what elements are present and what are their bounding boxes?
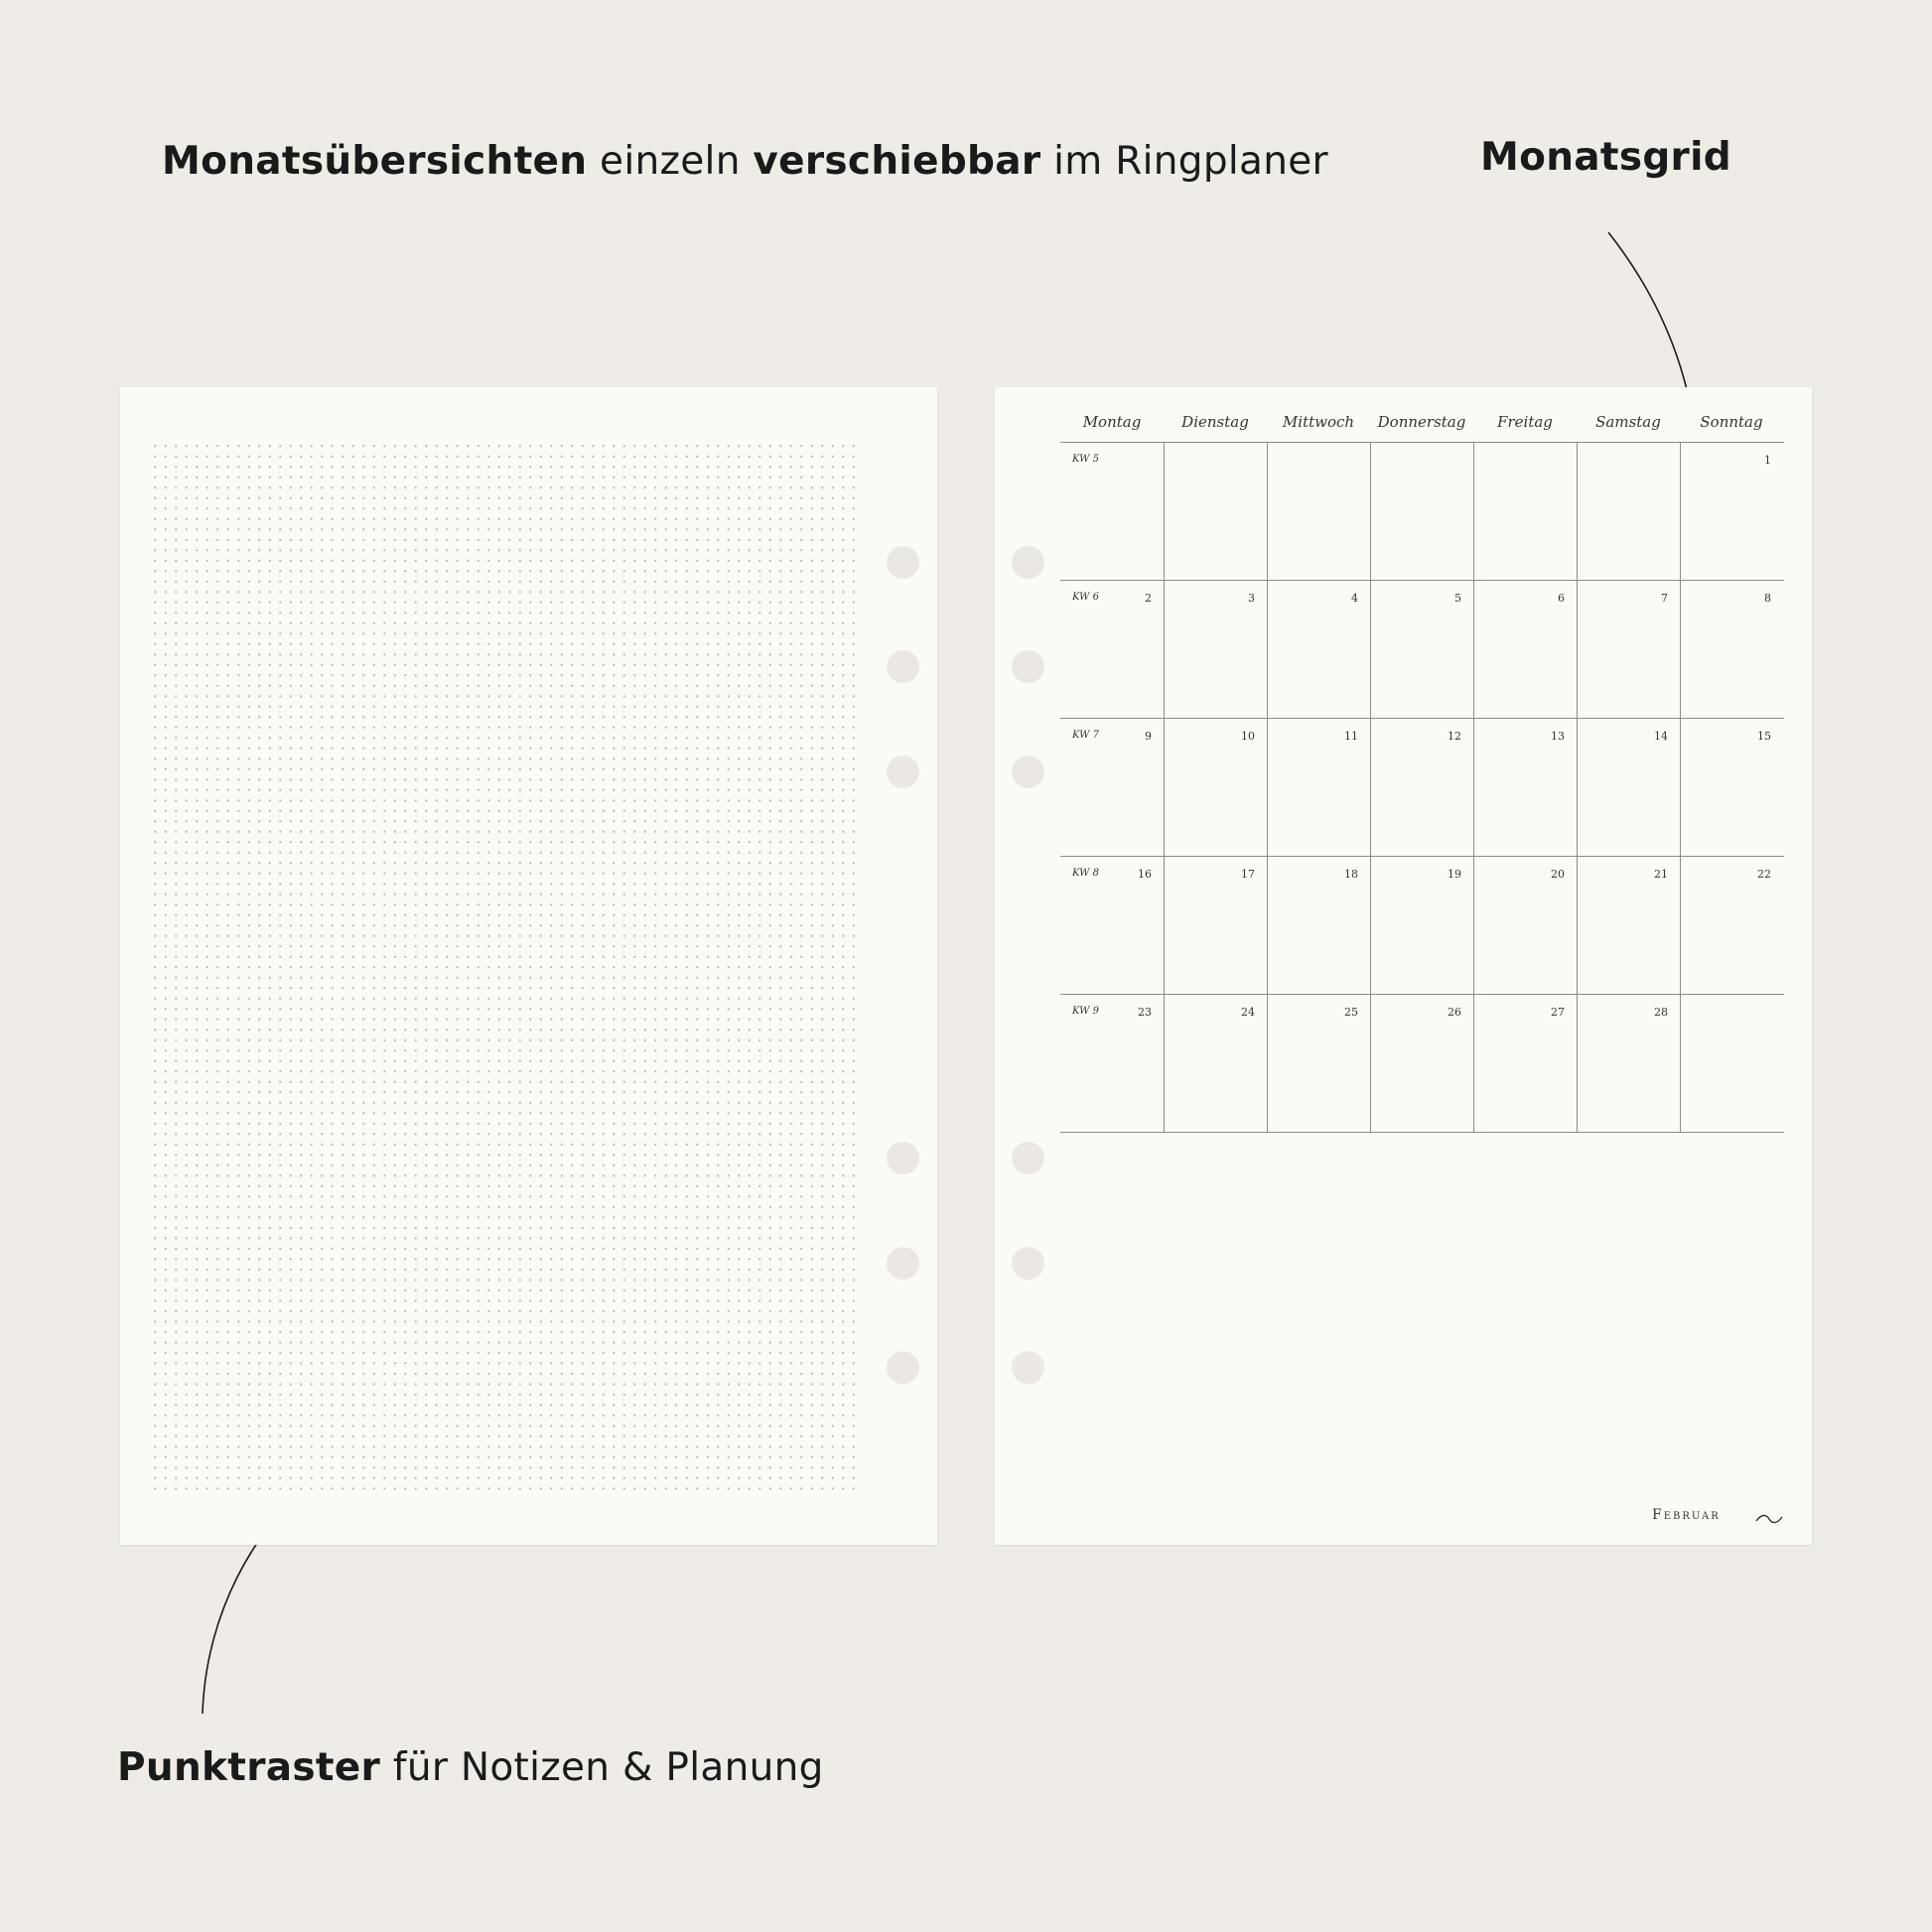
week-number: KW 7 bbox=[1072, 730, 1099, 741]
day-number: 18 bbox=[1344, 868, 1358, 881]
day-number: 20 bbox=[1551, 868, 1565, 881]
punch-hole-icon bbox=[887, 1351, 919, 1384]
day-number: 22 bbox=[1757, 868, 1771, 881]
grid-line bbox=[1370, 442, 1371, 1132]
punch-hole-icon bbox=[1012, 546, 1044, 579]
caption-monthly-grid: Monatsgrid bbox=[1480, 135, 1731, 180]
punch-hole-icon bbox=[887, 650, 919, 683]
day-number: 24 bbox=[1241, 1006, 1255, 1019]
grid-line bbox=[1060, 994, 1784, 995]
day-number: 23 bbox=[1138, 1006, 1152, 1019]
day-header: Freitag bbox=[1497, 413, 1553, 431]
grid-line bbox=[1060, 718, 1784, 719]
punch-hole-icon bbox=[1012, 1142, 1044, 1174]
punch-hole-icon bbox=[887, 546, 919, 579]
day-header: Montag bbox=[1082, 413, 1142, 431]
grid-line bbox=[1267, 442, 1268, 1132]
punch-hole-icon bbox=[887, 756, 919, 788]
punch-hole-icon bbox=[1012, 650, 1044, 683]
day-number: 12 bbox=[1448, 730, 1461, 743]
day-number: 27 bbox=[1551, 1006, 1565, 1019]
day-number: 19 bbox=[1448, 868, 1461, 881]
day-header: Dienstag bbox=[1181, 413, 1249, 431]
day-header: Samstag bbox=[1595, 413, 1661, 431]
monthly-grid-page bbox=[995, 387, 1812, 1545]
caption-dot-grid: Punktraster für Notizen & Planung bbox=[117, 1745, 824, 1790]
punch-hole-icon bbox=[1012, 756, 1044, 788]
day-number: 28 bbox=[1654, 1006, 1668, 1019]
day-number: 16 bbox=[1138, 868, 1152, 881]
dot-grid bbox=[150, 441, 863, 1491]
dot-grid-page bbox=[120, 387, 937, 1545]
day-number: 9 bbox=[1145, 730, 1152, 743]
grid-line bbox=[1680, 442, 1681, 1132]
punch-hole-icon bbox=[1012, 1247, 1044, 1280]
week-number: KW 9 bbox=[1072, 1006, 1099, 1017]
grid-line bbox=[1060, 442, 1784, 443]
day-number: 8 bbox=[1764, 592, 1771, 605]
day-number: 17 bbox=[1241, 868, 1255, 881]
grid-line bbox=[1060, 1132, 1784, 1133]
grid-line bbox=[1060, 856, 1784, 857]
punch-hole-icon bbox=[887, 1247, 919, 1280]
tilde-icon bbox=[1754, 1513, 1784, 1525]
day-number: 4 bbox=[1351, 592, 1358, 605]
punch-hole-icon bbox=[887, 1142, 919, 1174]
day-number: 13 bbox=[1551, 730, 1565, 743]
day-number: 26 bbox=[1448, 1006, 1461, 1019]
grid-line bbox=[1164, 442, 1165, 1132]
grid-line bbox=[1060, 580, 1784, 581]
month-label: Februar bbox=[1652, 1507, 1721, 1523]
day-number: 7 bbox=[1661, 592, 1668, 605]
day-header: Mittwoch bbox=[1282, 413, 1355, 431]
day-number: 15 bbox=[1757, 730, 1771, 743]
grid-line bbox=[1473, 442, 1474, 1132]
day-number: 21 bbox=[1654, 868, 1668, 881]
day-number: 6 bbox=[1558, 592, 1565, 605]
day-number: 5 bbox=[1454, 592, 1461, 605]
day-header: Donnerstag bbox=[1377, 413, 1466, 431]
day-number: 14 bbox=[1654, 730, 1668, 743]
caption-monthly-overview: Monatsübersichten einzeln verschiebbar im Ringplaner bbox=[162, 139, 1328, 184]
punch-hole-icon bbox=[1012, 1351, 1044, 1384]
day-number: 3 bbox=[1248, 592, 1255, 605]
week-number: KW 5 bbox=[1072, 454, 1099, 465]
day-number: 1 bbox=[1764, 454, 1771, 467]
week-number: KW 6 bbox=[1072, 592, 1099, 603]
day-number: 11 bbox=[1344, 730, 1358, 743]
day-number: 2 bbox=[1145, 592, 1152, 605]
day-number: 10 bbox=[1241, 730, 1255, 743]
day-number: 25 bbox=[1344, 1006, 1358, 1019]
week-number: KW 8 bbox=[1072, 868, 1099, 879]
day-header: Sonntag bbox=[1700, 413, 1763, 431]
grid-line bbox=[1577, 442, 1578, 1132]
